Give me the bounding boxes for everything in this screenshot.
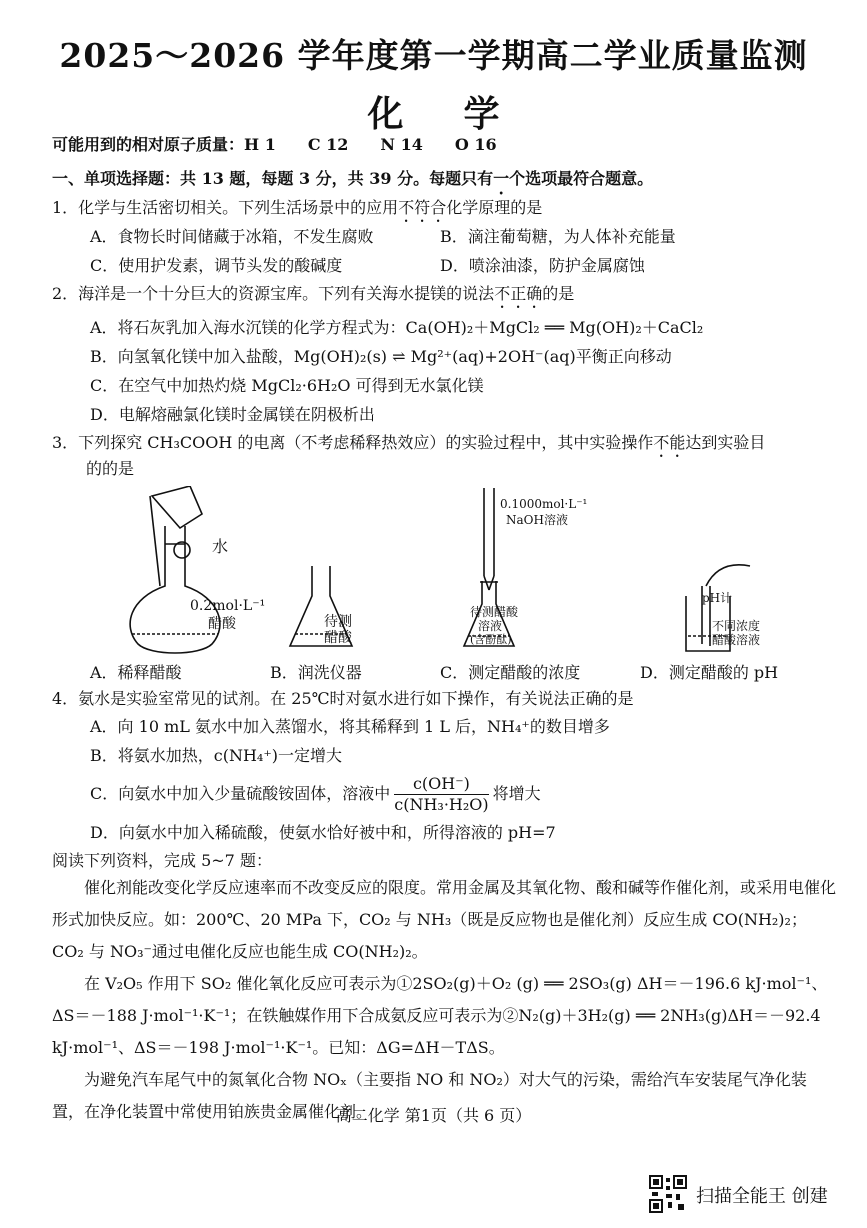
q4-option-c: C．向氨水中加入少量硫酸铵固体，溶液中 $\frac{c(OH^-)}{\text{c(NH₃·H₂O)}}$ 将增大: [90, 774, 541, 814]
fig-label-water: 水: [212, 537, 229, 556]
scanner-label: 扫描全能王 创建: [696, 1186, 828, 1207]
fig-label-beaker2: 醋酸溶液: [712, 633, 761, 647]
q1-option-b: B．滴注葡萄糖，为人体补充能量: [440, 227, 676, 246]
atomic-masses: 可能用到的相对原子质量：H 1 C 12 N 14 O 16: [52, 135, 497, 154]
exam-title: 2025～2026 学年度第一学期高二学业质量监测: [59, 36, 808, 75]
q4-stem: 4．氨水是实验室常见的试剂。在 25℃时对氨水进行如下操作，有关说法正确的是: [52, 689, 634, 708]
fig-label-acid-conc: 0.2mol·L⁻¹: [190, 598, 266, 614]
qr-code-icon: [648, 1174, 688, 1214]
q1-option-c: C．使用护发素，调节头发的酸碱度: [90, 256, 343, 275]
reading-paragraph-2: 在 V₂O₅ 作用下 SO₂ 催化氧化反应可表示为①2SO₂(g)＋O₂ (g) ══ 2SO₃(g) ΔH＝－196.6 kJ·mol⁻¹、ΔS＝－188 J·mol⁻¹·K⁻¹；在铁触媒作用下合成氨反应可表示为②N₂(g)＋3H₂(g) ══ 2NH₃(g)ΔH＝－92.4 kJ·mol⁻¹、ΔS＝－198 J·mol⁻¹·K⁻¹。已知：ΔG=ΔH－TΔS。: [52, 974, 828, 1057]
q1-option-a: A．食物长时间储藏于冰箱，不发生腐败: [90, 227, 374, 246]
q2-stem: 2．海洋是一个十分巨大的资源宝库。下列有关海水提镁的说法不正确的是: [52, 284, 575, 303]
q3-stem: 3．下列探究 CH₃COOH 的电离（不考虑稀释热效应）的实验过程中，其中实验操作不能达到实验目: [52, 433, 766, 452]
fig-label-flask2: 溶液: [478, 619, 503, 633]
q2-option-d: D．电解熔融氯化镁时金属镁在阴极析出: [90, 405, 375, 424]
fig-label-test2: 醋酸: [324, 630, 352, 646]
fig-label-test: 待测: [324, 614, 352, 630]
q1-option-d: D．喷涂油漆，防护金属腐蚀: [440, 256, 645, 275]
q3-stem-cont: 的的是: [86, 459, 135, 478]
fig-label-beaker1: 不同浓度: [712, 619, 761, 633]
q4-fraction: $\frac{c(OH^-)}{\text{c(NH₃·H₂O)}}$: [394, 774, 489, 814]
q3-apparatus-figure: [90, 486, 790, 658]
q3-option-a: A．稀释醋酸: [90, 663, 182, 682]
q2-option-b: B．向氢氧化镁中加入盐酸，Mg(OH)₂(s) ⇌ Mg²⁺(aq)+2OH⁻(aq)平衡正向移动: [90, 347, 672, 366]
q3-option-c: C．测定醋酸的浓度: [440, 663, 581, 682]
page-footer: 高二化学 第1页（共 6 页）: [335, 1106, 532, 1125]
fig-label-flask1: 待测醋酸: [470, 605, 519, 619]
subject-title: 化学: [367, 93, 560, 135]
q1-stem: 1．化学与生活密切相关。下列生活场景中的应用不符合化学原理的是: [52, 198, 543, 217]
q3-option-b: B．润洗仪器: [270, 663, 362, 682]
scanner-watermark: [648, 1172, 848, 1216]
reading-paragraph-1: 催化剂能改变化学反应速率而不改变反应的限度。常用金属及其氧化物、酸和碱等作催化剂，或采用电催化形式加快反应。如：200℃、20 MPa 下，CO₂ 与 NH₃（既是反应物也是催化剂）反应生成 CO(NH₂)₂；CO₂ 与 NO₃⁻通过电催化反应也能生成 CO(NH₂)₂。: [52, 878, 837, 961]
fig-label-naoh-conc: 0.1000mol·L⁻¹: [500, 497, 588, 511]
q2-option-c: C．在空气中加热灼烧 MgCl₂·6H₂O 可得到无水氯化镁: [90, 376, 484, 395]
fig-label-flask3: (含酚酞): [470, 633, 512, 646]
section1-heading: 一、单项选择题：共 13 题，每题 3 分，共 39 分。每题只有一个选项最符合题意。: [52, 169, 654, 188]
q2-option-a: A．将石灰乳加入海水沉镁的化学方程式为：Ca(OH)₂＋MgCl₂ ══ Mg(OH)₂＋CaCl₂: [90, 318, 704, 337]
volumetric-flask-icon: [130, 486, 220, 653]
q1-options-cd: [90, 255, 837, 277]
fig-label-acid: 醋酸: [208, 616, 236, 632]
q4-option-b: B．将氨水加热，c(NH₄⁺)一定增大: [90, 746, 343, 765]
fig-label-naoh: NaOH溶液: [506, 513, 568, 527]
fig-label-ph-meter: pH计: [702, 591, 733, 605]
q4-option-d: D．向氨水中加入稀硫酸，使氨水恰好被中和，所得溶液的 pH=7: [90, 823, 556, 842]
reading-paragraph-3: 为避免汽车尾气中的氮氧化合物 NOₓ（主要指 NO 和 NO₂）对大气的污染，需给汽车安装尾气净化装置，在净化装置中常使用铂族贵金属催化剂。: [52, 1070, 807, 1121]
q3-option-d: D．测定醋酸的 pH: [640, 663, 779, 682]
reading-intro: 阅读下列资料，完成 5~7 题：: [52, 851, 272, 870]
q1-options-ab: [90, 226, 837, 248]
reading-body: [52, 872, 837, 1128]
q4-option-a: A．向 10 mL 氨水中加入蒸馏水，将其稀释到 1 L 后，NH₄⁺的数目增多: [90, 717, 610, 736]
